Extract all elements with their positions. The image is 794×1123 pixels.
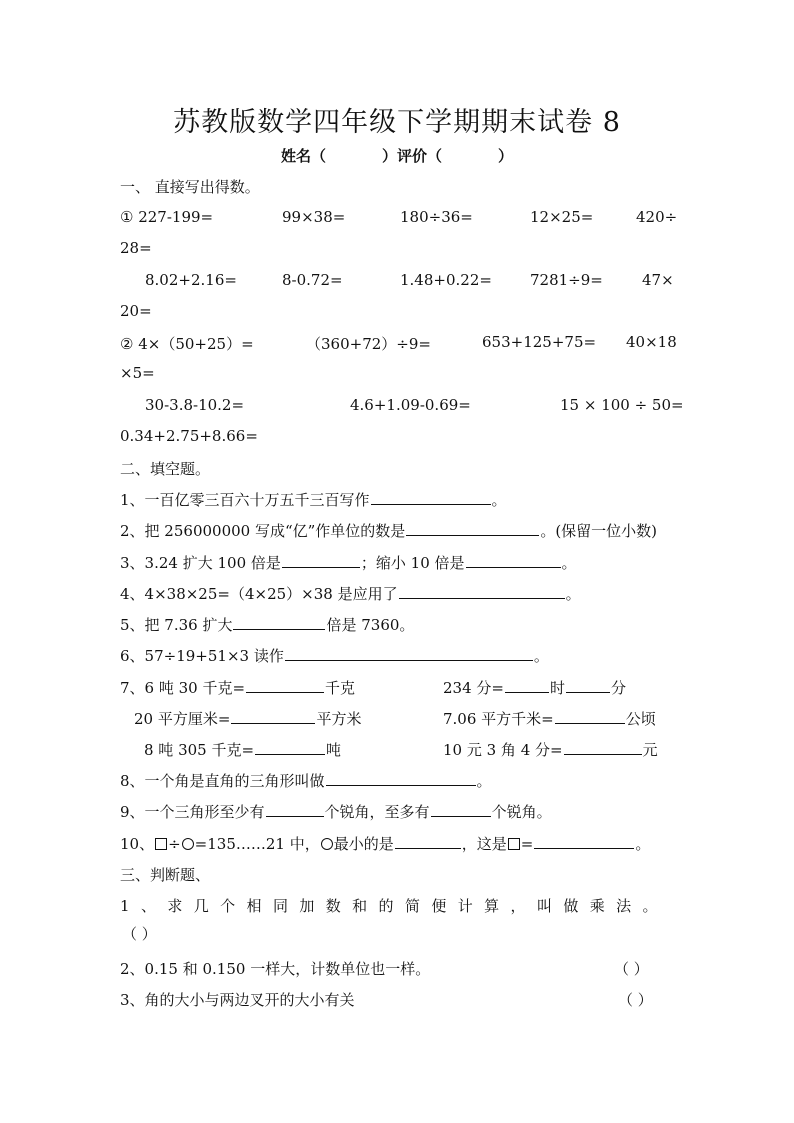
fill-q7b: 234 分= 时 分 (443, 679, 626, 697)
fill-q9: 9、一个三角形至少有 个锐角，至多有 个锐角。 (120, 803, 552, 821)
fill-q2: 2、把 256000000 写成“亿”作单位的数是 。(保留一位小数) (120, 522, 658, 540)
calc-item: 30-3.8-10.2= (145, 396, 245, 414)
fill-q6: 6、57÷19+51×3 读作 。 (120, 647, 549, 665)
calc-item-wrap: 0.34+2.75+8.66= (120, 427, 258, 445)
fill-q7c: 20 平方厘米= 平方米 (134, 710, 362, 728)
calc-item: ② 4×（50+25）= (120, 335, 254, 353)
answer-blank[interactable] (566, 678, 610, 693)
answer-blank[interactable] (282, 553, 360, 568)
calc-item: 12×25= (530, 208, 594, 226)
answer-blank[interactable] (505, 678, 549, 693)
fill-q10: 10、 ÷ =135……21 中， 最小的是 ，这是 = 。 (120, 835, 651, 853)
answer-blank[interactable] (231, 709, 315, 724)
eval-close: ） (498, 147, 514, 165)
answer-blank[interactable] (233, 615, 325, 630)
answer-blank[interactable] (555, 709, 625, 724)
fill-q7e: 8 吨 305 千克= 吨 (144, 741, 342, 759)
answer-blank[interactable] (371, 490, 491, 505)
section2-heading: 二、填空题。 (120, 460, 211, 478)
calc-item: 99×38= (282, 208, 346, 226)
calc-item: ① 227-199= (120, 208, 214, 226)
calc-item-wrap: 28= (120, 239, 152, 257)
judge-q2-paren[interactable]: （ ） (614, 960, 649, 978)
fill-q7f: 10 元 3 角 4 分= 元 (443, 741, 658, 759)
answer-blank[interactable] (534, 834, 634, 849)
fill-q1: 1、一百亿零三百六十万五千三百写作 。 (120, 491, 507, 509)
fill-q4: 4、4×38×25=（4×25）×38 是应用了 。 (120, 585, 581, 603)
name-label: 姓名（ (280, 147, 326, 165)
calc-item-wrap: 20= (120, 302, 152, 320)
answer-blank[interactable] (255, 740, 325, 755)
section3-heading: 三、判断题、 (120, 866, 211, 884)
fill-q5: 5、把 7.36 扩大 倍是 7360。 (120, 616, 415, 634)
calc-item: 15 × 100 ÷ 50= (560, 396, 684, 414)
calc-item: 4.6+1.09-0.69= (350, 396, 471, 414)
name-eval-line (0, 145, 794, 166)
answer-blank[interactable] (466, 553, 561, 568)
fill-q7d: 7.06 平方千米= 公顷 (443, 710, 656, 728)
square-symbol-icon (508, 838, 520, 850)
calc-item: 8.02+2.16= (145, 271, 237, 289)
answer-blank[interactable] (246, 678, 324, 693)
calc-item: 8-0.72= (282, 271, 343, 289)
judge-q2: 2、0.15 和 0.150 一样大，计数单位也一样。 (120, 960, 431, 978)
circle-symbol-icon (182, 838, 194, 850)
calc-item-wrap: ×5= (120, 364, 155, 382)
section1-heading: 一、 直接写出得数。 (120, 178, 260, 196)
answer-blank[interactable] (266, 802, 324, 817)
answer-blank[interactable] (326, 771, 476, 786)
answer-blank[interactable] (564, 740, 642, 755)
answer-blank[interactable] (395, 834, 461, 849)
fill-q3: 3、3.24 扩大 100 倍是 ；缩小 10 倍是 。 (120, 554, 577, 572)
eval-label: ）评价（ (381, 147, 442, 165)
answer-blank[interactable] (431, 802, 491, 817)
judge-q3: 3、角的大小与两边叉开的大小有关 (120, 991, 355, 1009)
page-title: 苏教版数学四年级下学期期末试卷 8 (173, 107, 621, 138)
answer-blank[interactable] (399, 584, 565, 599)
judge-q3-paren[interactable]: （ ） (618, 991, 653, 1009)
fill-q7a: 7、6 吨 30 千克= 千克 (120, 679, 356, 697)
calc-item: 7281÷9= (530, 271, 603, 289)
calc-item: 180÷36= (400, 208, 473, 226)
judge-q1: 1、求几个相同加数和的简便计算，叫做乘法。 (120, 897, 669, 915)
calc-item: 1.48+0.22= (400, 271, 492, 289)
calc-item: 40×18 (626, 333, 677, 351)
answer-blank[interactable] (285, 646, 533, 661)
fill-q8: 8、一个角是直角的三角形叫做 。 (120, 772, 492, 790)
judge-q1-paren[interactable]: （ ） (122, 925, 157, 943)
calc-item: （360+72）÷9= (306, 335, 431, 353)
square-symbol-icon (155, 838, 167, 850)
calc-item: 653+125+75= (482, 333, 597, 351)
circle-symbol-icon (321, 838, 333, 850)
calc-item: 47× (642, 271, 674, 289)
calc-item: 420÷ (636, 208, 678, 226)
answer-blank[interactable] (406, 521, 539, 536)
